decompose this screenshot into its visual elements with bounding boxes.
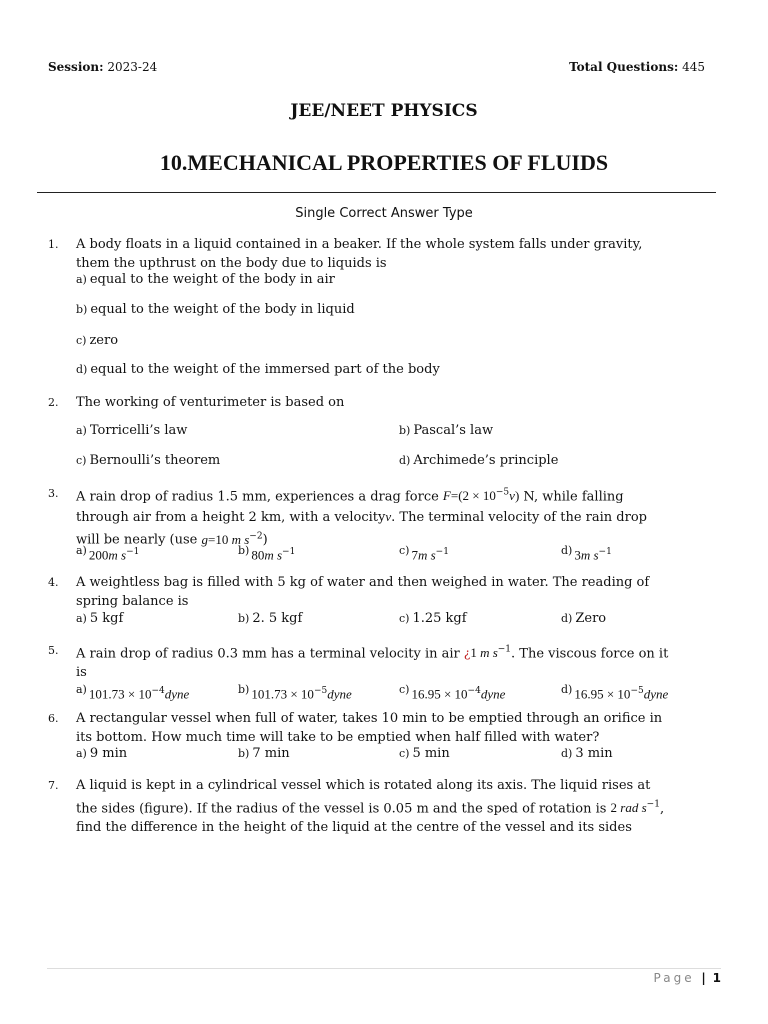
question-6 bbox=[40, 709, 725, 747]
question-1 bbox=[40, 235, 725, 273]
question-number: 5. bbox=[48, 644, 59, 657]
option-c[interactable]: $^{c)}$ 7m $s^{-1}$ bbox=[399, 544, 449, 563]
subject-title: JEE/NEET PHYSICS bbox=[290, 101, 478, 121]
total-questions-value: 445 bbox=[682, 60, 705, 74]
terminal-velocity-formula: ¿1 m $s^{-1}$ bbox=[463, 645, 512, 661]
option-c[interactable]: c) 5 min bbox=[399, 746, 450, 761]
option-b[interactable]: b) Pascal’s law bbox=[399, 423, 494, 438]
question-2 bbox=[40, 393, 725, 412]
question-stem: A liquid is kept in a cylindrical vessel which is rotated along its axis. The liquid rises at the sides (figure). If the radius of the vessel is 0.05 m and the sped of rotation is 2 rad $s^{-1}$, find the difference in the height of the liquid at the centre of the vessel and its sides bbox=[76, 778, 665, 836]
question-number: 7. bbox=[48, 779, 59, 792]
option-b[interactable]: $^{b)}$ 80m $s^{-1}$ bbox=[238, 544, 296, 563]
option-d[interactable]: d) equal to the weight of the immersed part of the body bbox=[76, 362, 440, 377]
option-b[interactable]: b) 7 min bbox=[238, 746, 290, 761]
question-stem: The working of venturimeter is based on bbox=[76, 395, 345, 410]
option-d[interactable]: $^{d)}$ $16.95 \times 10^{-5}dyne$ bbox=[561, 683, 669, 702]
option-c[interactable]: c) Bernoulli’s theorem bbox=[76, 453, 221, 468]
chapter-title: 10.MECHANICAL PROPERTIES OF FLUIDS bbox=[159, 150, 609, 175]
section-title: Single Correct Answer Type bbox=[295, 206, 473, 221]
footer-divider bbox=[47, 968, 721, 969]
page-header bbox=[48, 60, 705, 76]
title-divider bbox=[37, 192, 716, 193]
question-stem: A weightless bag is filled with 5 kg of water and then weighed in water. The reading of spring balance is bbox=[76, 575, 650, 609]
question-number: 4. bbox=[48, 576, 59, 589]
question-number: 6. bbox=[48, 712, 59, 725]
question-stem: A rain drop of radius 1.5 mm, experiences a drag force $F=(2 \times 10^{-5}v)$ N, while falling through air from a height 2 km, with a velocityv. The terminal velocity of the rain drop will be nearly (use g=10 m $s^{-2}$) bbox=[76, 488, 647, 548]
option-c[interactable]: $^{c)}$ $16.95 \times 10^{-4}dyne$ bbox=[399, 683, 506, 702]
rotation-speed-formula: 2 rad $s^{-1}$ bbox=[610, 800, 660, 816]
question-number: 1. bbox=[48, 238, 59, 251]
session-info: Session: 2023-24 bbox=[48, 60, 158, 74]
option-d[interactable]: d) Archimede’s principle bbox=[399, 453, 559, 468]
option-b[interactable]: b) 2. 5 kgf bbox=[238, 611, 303, 626]
question-3 bbox=[40, 484, 725, 550]
option-a[interactable]: $^{a)}$ 200m $s^{-1}$ bbox=[76, 544, 140, 563]
option-c[interactable]: c) zero bbox=[76, 333, 119, 348]
session-value: 2023-24 bbox=[107, 60, 158, 74]
question-stem: A rectangular vessel when full of water, takes 10 min to be emptied through an orifice in its bottom. How much time will take to be emptied when half filled with water? bbox=[76, 711, 663, 745]
gravity-formula: g=10 m $s^{-2}$ bbox=[201, 531, 263, 547]
question-4 bbox=[40, 573, 725, 611]
page-footer: Page | 1 bbox=[653, 971, 721, 985]
page-label: Page bbox=[653, 971, 695, 985]
option-d[interactable]: $^{d)}$ 3m $s^{-1}$ bbox=[561, 544, 612, 563]
option-a[interactable]: $^{a)}$ $101.73 \times 10^{-4}dyne$ bbox=[76, 683, 190, 702]
drag-force-formula: $F=(2 \times 10^{-5}v)$ bbox=[442, 488, 520, 504]
option-d[interactable]: d) 3 min bbox=[561, 746, 613, 761]
question-stem: A rain drop of radius 0.3 mm has a terminal velocity in air ¿1 m $s^{-1}$. The viscous force on it is bbox=[76, 645, 669, 681]
option-d[interactable]: d) Zero bbox=[561, 611, 607, 626]
option-a[interactable]: a) Torricelli’s law bbox=[76, 423, 188, 438]
option-b[interactable]: b) equal to the weight of the body in liquid bbox=[76, 302, 355, 317]
option-b[interactable]: $^{b)}$ $101.73 \times 10^{-5}dyne$ bbox=[238, 683, 352, 702]
question-7 bbox=[40, 776, 725, 837]
question-number: 3. bbox=[48, 487, 59, 500]
option-a[interactable]: a) 9 min bbox=[76, 746, 128, 761]
question-5 bbox=[40, 641, 725, 682]
option-a[interactable]: a) 5 kgf bbox=[76, 611, 124, 626]
page-number: 1 bbox=[712, 971, 721, 985]
option-c[interactable]: c) 1.25 kgf bbox=[399, 611, 467, 626]
total-questions-info: Total Questions: 445 bbox=[569, 60, 705, 74]
question-stem: A body floats in a liquid contained in a beaker. If the whole system falls under gravity, them the upthrust on the body due to liquids is bbox=[76, 237, 643, 271]
option-a[interactable]: a) equal to the weight of the body in air bbox=[76, 272, 335, 287]
question-number: 2. bbox=[48, 396, 59, 409]
